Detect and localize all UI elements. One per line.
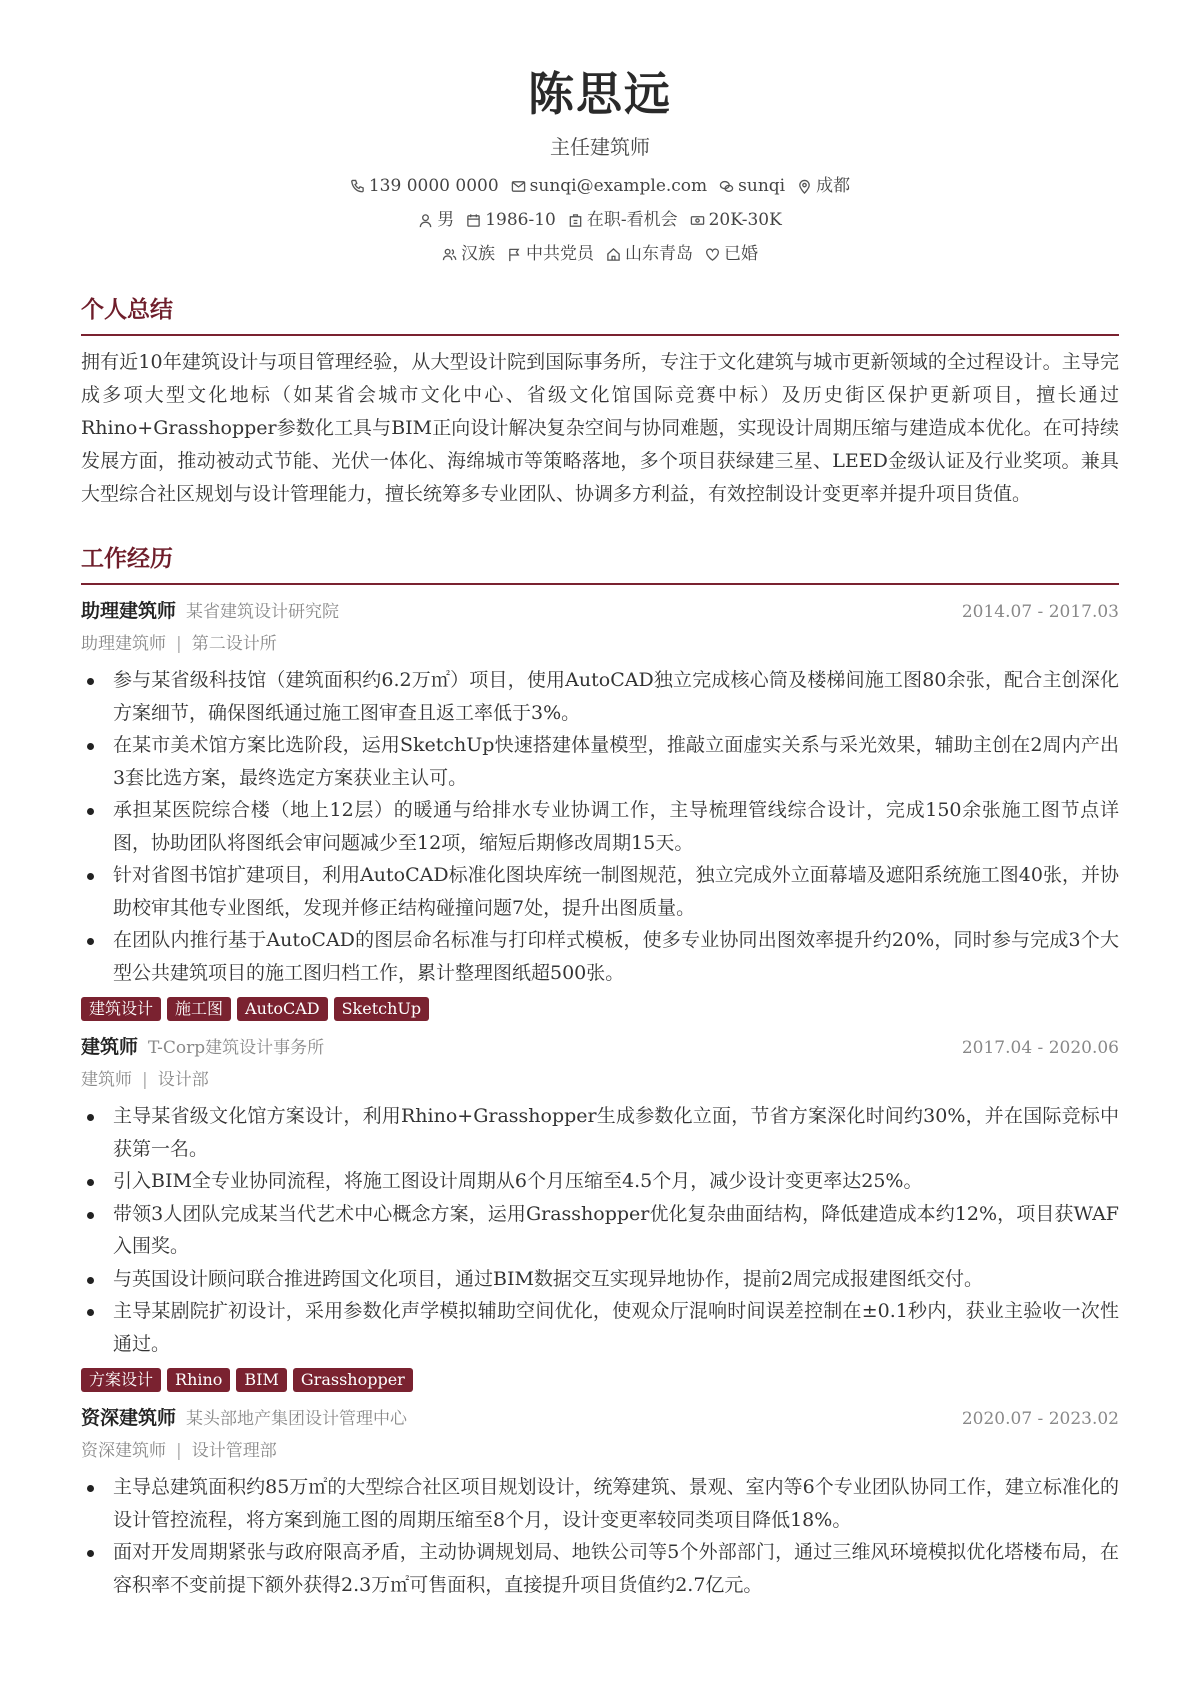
skill-tags xyxy=(81,1368,1119,1392)
job-title-group xyxy=(81,1402,407,1435)
location-pin-icon xyxy=(797,179,812,194)
separator: | xyxy=(176,634,182,654)
separator: | xyxy=(142,1070,148,1090)
job-bullets xyxy=(81,664,1119,989)
job-role: 资深建筑师 xyxy=(81,1407,177,1429)
skill-tag: 施工图 xyxy=(167,997,231,1021)
wechat-item xyxy=(719,172,785,200)
job-entry xyxy=(81,595,1119,1021)
birth-text: 1986-10 xyxy=(485,210,556,230)
phone-text: 139 0000 0000 xyxy=(368,176,499,196)
personal-line xyxy=(81,240,1119,268)
phone-item xyxy=(350,172,499,200)
bullet-item: 主导某省级文化馆方案设计，利用Rhino+Grasshopper生成参数化立面，节省方案深化时间约30%，并在国际竞标中获第一名。 xyxy=(81,1100,1119,1165)
ethnicity-item xyxy=(442,240,495,268)
heart-icon xyxy=(705,247,720,262)
politics-text: 中共党员 xyxy=(526,244,594,264)
skill-tag: 方案设计 xyxy=(81,1368,161,1392)
calendar-icon xyxy=(466,213,481,228)
separator: | xyxy=(176,1441,182,1461)
salary-item xyxy=(690,206,782,234)
phone-icon xyxy=(350,179,365,194)
building-icon xyxy=(568,213,583,228)
job-entry xyxy=(81,1402,1119,1601)
mail-icon xyxy=(511,179,526,194)
job-bullets xyxy=(81,1471,1119,1601)
hometown-text: 山东青岛 xyxy=(625,244,693,264)
skill-tags xyxy=(81,997,1119,1021)
contact-line xyxy=(81,172,1119,200)
gender-text: 男 xyxy=(437,210,455,230)
job-subline xyxy=(81,1064,1119,1096)
job-entry xyxy=(81,1031,1119,1392)
job-org: T-Corp建筑设计事务所 xyxy=(148,1038,325,1058)
status-item xyxy=(568,206,678,234)
job-dept: 设计部 xyxy=(157,1070,209,1090)
salary-text: 20K-30K xyxy=(708,210,782,230)
job-org: 某省建筑设计研究院 xyxy=(186,602,340,622)
bullet-item: 参与某省级科技馆（建筑面积约6.2万㎡）项目，使用AutoCAD独立完成核心筒及楼梯间施工图80余张，配合主创深化方案细节，确保图纸通过施工图审查且返工率低于3%。 xyxy=(81,664,1119,729)
skill-tag: BIM xyxy=(236,1368,286,1392)
city-text: 成都 xyxy=(816,176,851,196)
city-item xyxy=(797,172,850,200)
job-title-group xyxy=(81,1031,324,1064)
people-icon xyxy=(442,247,457,262)
summary-section xyxy=(81,292,1119,511)
bullet-item: 带领3人团队完成某当代艺术中心概念方案，运用Grasshopper优化复杂曲面结构，降低建造成本约12%，项目获WAF入围奖。 xyxy=(81,1198,1119,1263)
job-org: 某头部地产集团设计管理中心 xyxy=(186,1409,408,1429)
job-position: 助理建筑师 xyxy=(81,634,166,654)
bullet-item: 主导某剧院扩初设计，采用参数化声学模拟辅助空间优化，使观众厅混响时间误差控制在±0.1秒内，获业主验收一次性通过。 xyxy=(81,1295,1119,1360)
job-date: 2017.04 - 2020.06 xyxy=(961,1038,1119,1058)
wechat-text: sunqi xyxy=(738,176,786,196)
bullet-item: 在某市美术馆方案比选阶段，运用SketchUp快速搭建体量模型，推敲立面虚实关系与采光效果，辅助主创在2周内产出3套比选方案，最终选定方案获业主认可。 xyxy=(81,729,1119,794)
job-date: 2020.07 - 2023.02 xyxy=(961,1409,1119,1429)
skill-tag: 建筑设计 xyxy=(81,997,161,1021)
job-position: 建筑师 xyxy=(81,1070,132,1090)
summary-heading: 个人总结 xyxy=(81,292,1119,336)
bullet-item: 承担某医院综合楼（地上12层）的暖通与给排水专业协调工作，主导梳理管线综合设计，完成150余张施工图节点详图，协助团队将图纸会审问题减少至12项，缩短后期修改周期15天。 xyxy=(81,794,1119,859)
money-icon xyxy=(690,213,705,228)
job-position: 资深建筑师 xyxy=(81,1441,166,1461)
bullet-item: 引入BIM全专业协同流程，将施工图设计周期从6个月压缩至4.5个月，减少设计变更率达25%。 xyxy=(81,1165,1119,1198)
status-text: 在职-看机会 xyxy=(586,210,678,230)
job-dept: 第二设计所 xyxy=(191,634,277,654)
bullet-item: 面对开发周期紧张与政府限高矛盾，主动协调规划局、地铁公司等5个外部部门，通过三维风环境模拟优化塔楼布局，在容积率不变前提下额外获得2.3万㎡可售面积，直接提升项目货值约2.7亿元。 xyxy=(81,1536,1119,1601)
job-role: 建筑师 xyxy=(81,1036,139,1058)
candidate-title: 主任建筑师 xyxy=(550,135,650,159)
gender-item xyxy=(418,206,454,234)
summary-text: 拥有近10年建筑设计与项目管理经验，从大型设计院到国际事务所，专注于文化建筑与城市更新领域的全过程设计。主导完成多项大型文化地标（如某省会城市文化中心、省级文化馆国际竞赛中标）及历史街区保护更新项目，擅长通过Rhino+Grasshopper参数化工具与BIM正向设计解决复杂空间与协同难题，实现设计周期压缩与建造成本优化。在可持续发展方面，推动被动式节能、光伏一体化、海绵城市等策略落地，多个项目获绿建三星、LEED金级认证及行业奖项。兼具大型综合社区规划与设计管理能力，擅长统筹多专业团队、协调多方利益，有效控制设计变更率并提升项目货值。 xyxy=(81,351,1119,505)
politics-item xyxy=(507,240,594,268)
job-bullets xyxy=(81,1100,1119,1360)
job-title-group xyxy=(81,595,339,628)
job-role: 助理建筑师 xyxy=(81,600,177,622)
ethnicity-text: 汉族 xyxy=(461,244,495,264)
job-dept: 设计管理部 xyxy=(191,1441,277,1461)
skill-tag: AutoCAD xyxy=(237,997,328,1021)
profile-line xyxy=(81,206,1119,234)
job-date: 2014.07 - 2017.03 xyxy=(961,602,1119,622)
email-item xyxy=(511,172,708,200)
resume-header xyxy=(81,0,1119,268)
home-icon xyxy=(606,247,621,262)
hometown-item xyxy=(606,240,693,268)
skill-tag: Grasshopper xyxy=(293,1368,413,1392)
bullet-item: 在团队内推行基于AutoCAD的图层命名标准与打印样式模板，使多专业协同出图效率提升约20%，同时参与完成3个大型公共建筑项目的施工图归档工作，累计整理图纸超500张。 xyxy=(81,924,1119,989)
person-icon xyxy=(418,213,433,228)
job-header xyxy=(81,1031,1119,1064)
job-subline xyxy=(81,1435,1119,1467)
flag-icon xyxy=(507,247,522,262)
bullet-item: 与英国设计顾问联合推进跨国文化项目，通过BIM数据交互实现异地协作，提前2周完成报建图纸交付。 xyxy=(81,1263,1119,1296)
marital-text: 已婚 xyxy=(724,244,758,264)
wechat-icon xyxy=(719,179,734,194)
skill-tag: SketchUp xyxy=(334,997,430,1021)
job-header xyxy=(81,1402,1119,1435)
email-text: sunqi@example.com xyxy=(529,176,708,196)
candidate-name: 陈思远 xyxy=(528,67,672,121)
skill-tag: Rhino xyxy=(167,1368,230,1392)
job-subline xyxy=(81,628,1119,660)
experience-heading: 工作经历 xyxy=(81,541,1119,585)
bullet-item: 针对省图书馆扩建项目，利用AutoCAD标准化图块库统一制图规范，独立完成外立面幕墙及遮阳系统施工图40张，并协助校审其他专业图纸，发现并修正结构碰撞问题7处，提升出图质量。 xyxy=(81,859,1119,924)
experience-section xyxy=(81,541,1119,1601)
birth-item xyxy=(466,206,556,234)
bullet-item: 主导总建筑面积约85万㎡的大型综合社区项目规划设计，统筹建筑、景观、室内等6个专业团队协同工作，建立标准化的设计管控流程，将方案到施工图的周期压缩至8个月，设计变更率较同类项目降低18%。 xyxy=(81,1471,1119,1536)
job-header xyxy=(81,595,1119,628)
marital-item xyxy=(705,240,758,268)
